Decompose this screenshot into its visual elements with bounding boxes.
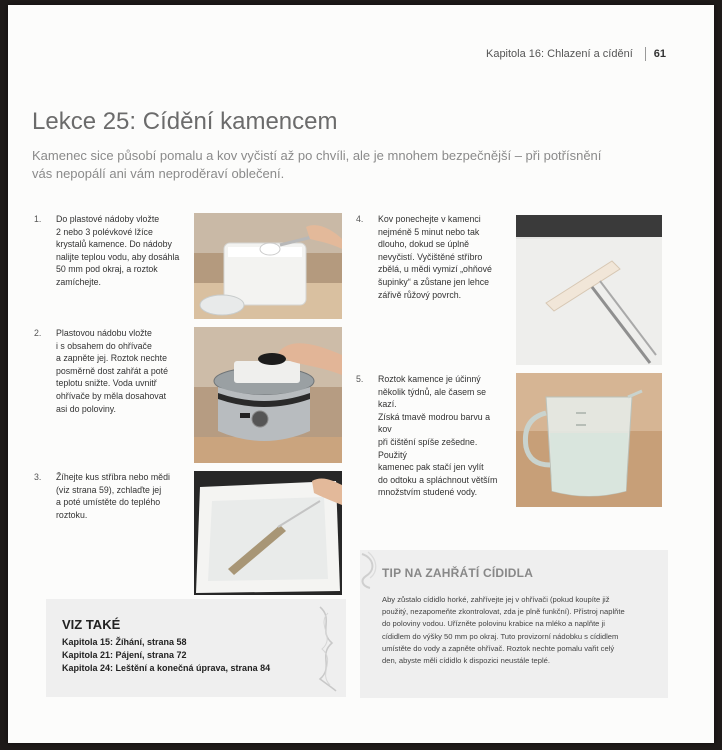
see-also-heading: VIZ TAKÉ bbox=[62, 617, 121, 632]
step-text: Kov ponechejte v kamenci nejméně 5 minut nebo tak dlouho, dokud se úplně nevyčistí. Vyčištěné stříbro zbělá, u mědi vymizí „ohňové šupinky“ a zůstane jen lehce zářivě růžový povrch. bbox=[378, 214, 492, 300]
step-number: 2. bbox=[34, 328, 42, 338]
see-also-link[interactable]: Kapitola 24: Leštění a konečná úprava, strana 84 bbox=[62, 663, 271, 673]
header-divider bbox=[645, 47, 646, 61]
photo-dissolving-alum bbox=[194, 213, 342, 319]
step-text: Do plastové nádoby vložte 2 nebo 3 polévkové lžíce krystalů kamence. Do nádoby nalijte teplou vodu, aby dosáhla 50 mm pod okraj, a roztok zamíchejte. bbox=[56, 214, 180, 287]
chapter-title: Kapitola 16: Chlazení a cídění bbox=[485, 47, 633, 60]
step-text: Roztok kamence je účinný několik týdnů, ale časem se kazí. Získá tmavě modrou barvu a kov při čištění spíše zešedne. Použitý kamenec pak stačí jen vylít do odtoku a spláchnout větším množstvím studené vody. bbox=[378, 374, 498, 498]
step-number: 4. bbox=[356, 214, 364, 224]
running-header bbox=[486, 47, 666, 61]
page-number: 61 bbox=[653, 47, 666, 60]
photo-metal-in-solution bbox=[194, 471, 342, 595]
ornament-icon bbox=[312, 603, 342, 693]
step-text: Plastovou nádobu vložte i s obsahem do ohřívače a zapněte jej. Roztok nechte posměrně dost zahřát a poté teplotu snižte. Voda uvnitř ohřívače by měla dosahovat asi do poloviny. bbox=[56, 328, 168, 414]
tip-body: Aby zůstalo cídidlo horké, zahřívejte jej v ohřívači (pokud koupíte již použitý, nezapomeňte zkontrolovat, zda je plně funkční). Přístroj naplňte do poloviny vodou. Uřízněte polovinu krabice na mléko a naplňte ji cídidlem do výšky 50 mm po okraj. Tuto provizorní nádobku s cídidlem umístěte do vody a zapněte ohřívač. Roztok nechte pomalu vařit celý den, abyste měli cídidlo k dispozici neustále teplé. bbox=[382, 595, 625, 666]
see-also-box bbox=[46, 599, 346, 697]
tip-box bbox=[360, 550, 668, 698]
step-number: 5. bbox=[356, 374, 364, 384]
see-also-link[interactable]: Kapitola 21: Pájení, strana 72 bbox=[62, 650, 187, 660]
book-page bbox=[8, 5, 714, 743]
step-text: Žíhejte kus stříbra nebo mědi (viz strana 59), zchlaďte jej a poté umístěte do teplého roztoku. bbox=[56, 472, 170, 520]
photo-cleaned-metal bbox=[516, 215, 662, 365]
tip-heading: TIP NA ZAHŘÁTÍ CÍDIDLA bbox=[382, 566, 534, 580]
lesson-title: Lekce 25: Cídění kamencem bbox=[32, 108, 338, 135]
step-number: 3. bbox=[34, 472, 42, 482]
photo-slow-cooker bbox=[194, 327, 342, 463]
lesson-intro: Kamenec sice působí pomalu a kov vyčistí až po chvíli, ale je mnohem bezpečnější – při potřísnění vás nepopálí ani vám neproděraví oblečení. bbox=[32, 148, 602, 181]
see-also-link[interactable]: Kapitola 15: Žíhání, strana 58 bbox=[62, 637, 187, 647]
ornament-icon bbox=[356, 550, 382, 590]
photo-measuring-jug bbox=[516, 373, 662, 507]
step-number: 1. bbox=[34, 214, 42, 224]
